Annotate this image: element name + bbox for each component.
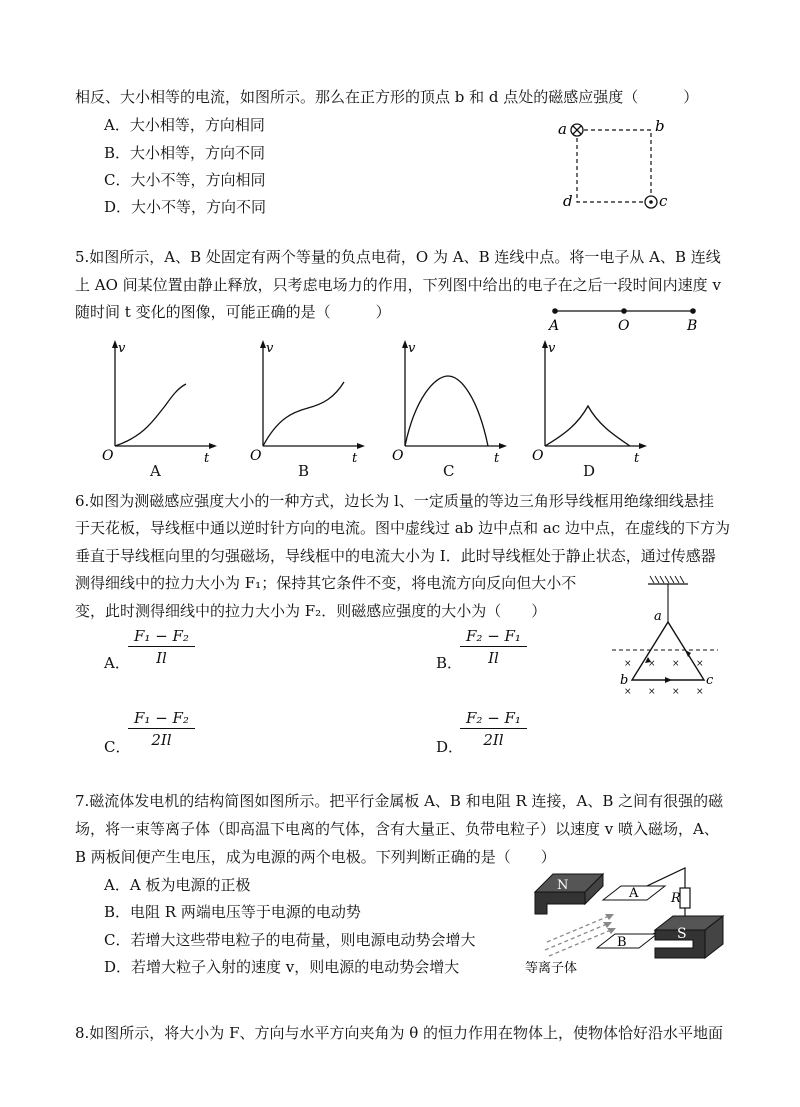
label-n: N [557, 878, 569, 893]
q5-caption-b: B [298, 462, 310, 480]
option-letter: B． [104, 903, 131, 921]
option-text: 若增大粒子入射的速度 v，则电源的电动势会增大 [131, 958, 460, 976]
q7-stem-line-3: B 两板间便产生电压，成为电源的两个电极。下列判断正确的是（ ） [75, 848, 556, 866]
option-text: 电阻 R 两端电压等于电源的电动势 [130, 903, 361, 921]
numerator: F₂ − F₁ [460, 626, 527, 647]
q6-option-d-letter[interactable]: D． [436, 738, 464, 756]
q6-triangle-figure [610, 570, 720, 695]
svg-text:O: O [102, 448, 114, 464]
svg-text:t: t [204, 451, 210, 466]
svg-text:×: × [696, 687, 704, 697]
label-b: b [655, 117, 665, 135]
label-a: a [558, 120, 567, 138]
svg-text:t: t [352, 451, 358, 466]
svg-text:×: × [672, 687, 680, 697]
q7-stem-line-2: 场，将一束等离子体（即高温下电离的气体，含有大量正、负带电粒子）以速度 v 喷入磁场，A、 [75, 820, 719, 838]
q6-stem-line-3: 垂直于导线框向里的匀强磁场，导线框中的电流大小为 I．此时导线框处于静止状态，通过传感器 [75, 547, 716, 565]
q7-generator-figure [525, 860, 730, 975]
option-letter: D． [104, 198, 132, 216]
denominator: Il [156, 649, 167, 667]
q6-option-d-fraction[interactable] [460, 708, 527, 751]
q5-stem-line-1: 5.如图所示，A、B 处固定有两个等量的负点电荷，O 为 A、B 连线中点。将一电子从 A、B 连线 [75, 248, 721, 266]
label-d: d [563, 192, 573, 210]
option-letter: B． [104, 144, 131, 162]
label-c: c [659, 192, 668, 210]
option-letter: C． [104, 931, 131, 949]
q5-graph-d [530, 338, 655, 466]
label-A: A [549, 318, 560, 334]
svg-text:v: v [118, 341, 126, 356]
svg-text:O: O [532, 448, 544, 464]
q5-stem-line-3: 随时间 t 变化的图像，可能正确的是（ ） [75, 303, 391, 321]
label-s: S [677, 926, 687, 942]
q7-option-c[interactable] [104, 929, 476, 950]
q7-stem-line-1: 7.磁流体发电机的结构简图如图所示。把平行金属板 A、B 和电阻 R 连接，A、B 之间有很强的磁 [75, 792, 724, 810]
q6-option-c-fraction[interactable] [128, 708, 195, 751]
q5-stem-line-2: 上 AO 间某位置由静止释放，只考虑电场力的作用，下列图中给出的电子在之后一段时间内速度 v [75, 276, 721, 294]
option-text: 大小相等，方向相同 [129, 116, 265, 134]
q6-stem-line-1: 6.如图为测磁感应强度大小的一种方式，边长为 l、一定质量的等边三角形导线框用绝缘细线悬挂 [75, 492, 714, 510]
numerator: F₂ − F₁ [460, 708, 527, 729]
option-letter: A． [104, 116, 130, 134]
svg-text:×: × [624, 659, 632, 669]
svg-text:O: O [250, 448, 262, 464]
q6-stem-line-2: 于天花板，导线框中通以逆时针方向的电流。图中虚线过 ab 边中点和 ac 边中点，在虚线的下方为 [75, 519, 730, 537]
option-text: 大小相等，方向不同 [130, 144, 266, 162]
q5-caption-c: C [443, 462, 455, 480]
label-r: R [671, 891, 681, 906]
svg-text:v: v [548, 341, 556, 356]
svg-text:O: O [392, 448, 404, 464]
numerator: F₁ − F₂ [128, 626, 195, 647]
q6-option-b-letter[interactable]: B． [436, 654, 463, 672]
label-plasma: 等离子体 [525, 961, 578, 976]
option-text: A 板为电源的正极 [129, 876, 251, 894]
svg-text:×: × [624, 687, 632, 697]
label-a: A [629, 886, 639, 901]
svg-text:v: v [408, 341, 416, 356]
option-text: 大小不等，方向相同 [130, 171, 266, 189]
q6-option-a-letter[interactable]: A． [104, 654, 130, 672]
option-text: 大小不等，方向不同 [131, 198, 267, 216]
svg-text:×: × [672, 659, 680, 669]
q5-caption-a: A [150, 462, 161, 480]
q4-square-figure [555, 112, 685, 212]
q5-graph-c [390, 338, 515, 466]
label-a: a [654, 609, 662, 624]
q4-option-b[interactable] [104, 142, 265, 163]
svg-text:×: × [696, 659, 704, 669]
option-letter: A． [104, 876, 130, 894]
q4-stem-line: 相反、大小相等的电流，如图所示。那么在正方形的顶点 b 和 d 点处的磁感应强度（ ） [75, 88, 699, 106]
svg-text:v: v [266, 341, 274, 356]
q6-option-c-letter[interactable]: C． [104, 738, 131, 756]
q5-graph-b [248, 338, 373, 466]
svg-text:t: t [494, 451, 500, 466]
label-b: B [617, 935, 627, 950]
q4-option-c[interactable] [104, 169, 266, 190]
label-B: B [687, 318, 698, 334]
option-text: 若增大这些带电粒子的电荷量，则电源电动势会增大 [130, 931, 476, 949]
q5-graph-a [100, 338, 225, 466]
q7-option-a[interactable] [104, 874, 250, 895]
label-b: b [620, 673, 629, 688]
q6-stem-line-4: 测得细线中的拉力大小为 F₁；保持其它条件不变，将电流方向反向但大小不 [75, 574, 577, 592]
q7-option-d[interactable] [104, 956, 459, 977]
q6-stem-line-5: 变，此时测得细线中的拉力大小为 F₂．则磁感应强度的大小为（ ） [75, 602, 547, 620]
svg-text:×: × [648, 687, 656, 697]
q5-caption-d: D [583, 462, 596, 480]
numerator: F₁ − F₂ [128, 708, 195, 729]
denominator: 2Il [151, 731, 172, 749]
svg-text:t: t [634, 451, 640, 466]
q4-option-d[interactable] [104, 196, 266, 217]
q4-option-a[interactable] [104, 114, 265, 135]
q8-stem-line: 8.如图所示，将大小为 F、方向与水平方向夹角为 θ 的恒力作用在物体上，使物体恰好沿水平地面 [75, 1024, 724, 1042]
label-c: c [706, 673, 714, 688]
option-letter: D． [104, 958, 132, 976]
q5-charge-line-figure [545, 302, 705, 332]
denominator: 2Il [483, 731, 504, 749]
label-O: O [618, 318, 630, 334]
svg-text:×: × [648, 659, 656, 669]
denominator: Il [488, 649, 499, 667]
option-letter: C． [104, 171, 131, 189]
q7-option-b[interactable] [104, 901, 361, 922]
q6-option-a-fraction[interactable] [128, 626, 195, 669]
q6-option-b-fraction[interactable] [460, 626, 527, 669]
